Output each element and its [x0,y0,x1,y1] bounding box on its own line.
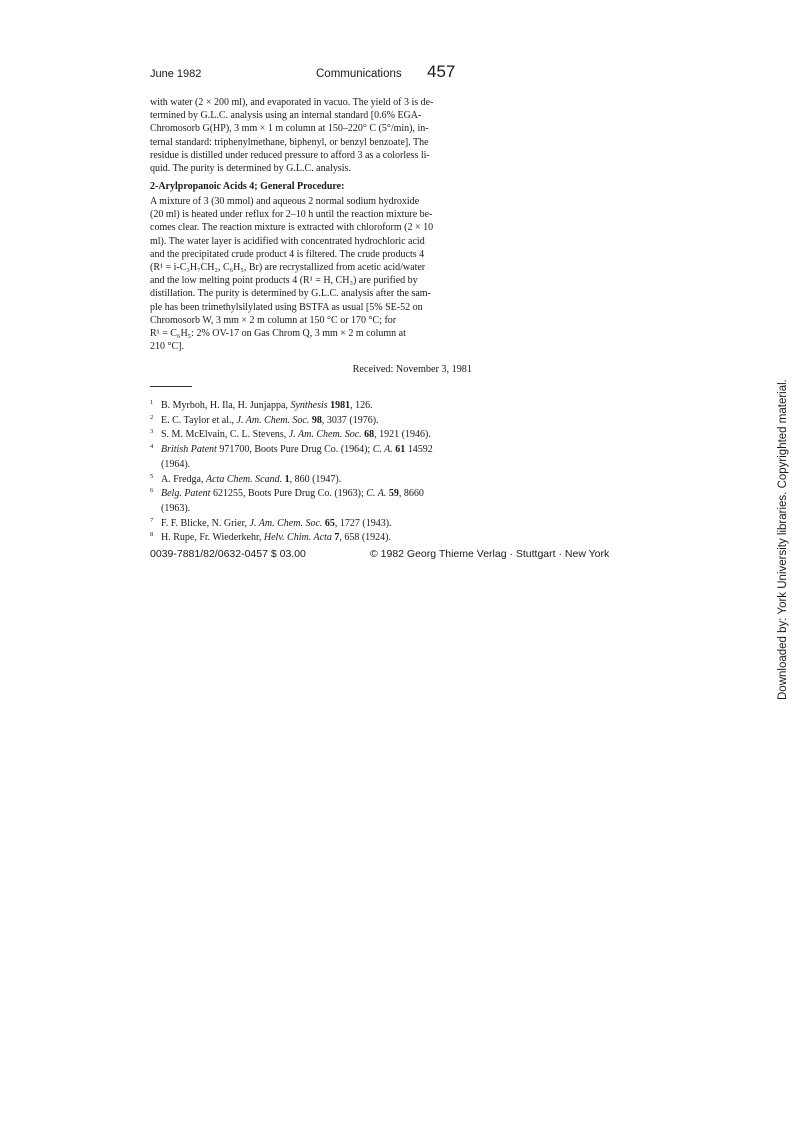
text-line: ml). The water layer is acidified with concentrated hydrochloric acid [150,235,425,247]
text-line: distillation. The purity is determined by G.L.C. analysis after the sam- [150,288,431,300]
download-watermark: Downloaded by: York University libraries. Copyrighted material. [777,379,789,700]
issn-price: 0039-7881/82/0632-0457 $ 03.00 [150,548,306,560]
text-line: (20 ml) is heated under reflux for 2–10 h until the reaction mixture be- [150,209,433,221]
header-journal-section: Communications [316,68,402,80]
reference-item: 3 S. M. McElvain, C. L. Stevens, J. Am. Chem. Soc. 68, 1921 (1946). [150,428,480,443]
reference-number: 5 [150,472,154,480]
text-line: with water (2 × 200 ml), and evaporated in vacuo. The yield of 3 is de- [150,97,434,108]
reference-number: 2 [150,413,154,421]
text-line: R¹ = C₆H₅: 2% OV-17 on Gas Chrom Q, 3 mm × 2 m column at [150,328,406,340]
text-line: residue is distilled under reduced pressure to afford 3 as a colorless li- [150,149,430,161]
header-date: June 1982 [150,68,202,80]
reference-number: 3 [150,428,154,436]
received-date: Received: November 3, 1981 [352,364,472,375]
text-line: 210 °C]. [150,341,184,353]
text-line: and the low melting point products 4 (R¹ = H, CH₃) are purified by [150,275,418,287]
reference-item: 8 H. Rupe, Fr. Wiederkehr, Helv. Chim. Acta 7, 658 (1924). [150,531,480,546]
text-line: Chromosorb W, 3 mm × 2 m column at 150 °C or 170 °C; for [150,314,397,326]
reference-number: 4 [150,443,154,451]
reference-list [150,399,480,546]
text-line: and the precipitated crude product 4 is filtered. The crude products 4 [150,248,425,260]
page-number: 457 [427,62,456,81]
text-line: (R¹ = i-C₃H₇CH₂, C₆H₅, Br) are recrystallized from acetic acid/water [150,262,426,274]
footnote-divider [150,386,192,387]
reference-number: 6 [150,487,154,495]
page-footer [150,548,650,564]
reference-item: 2 E. C. Taylor et al., J. Am. Chem. Soc. 98, 3037 (1976). [150,414,480,429]
text-line: quid. The purity is determined by G.L.C. analysis. [150,163,351,175]
reference-item: 1 B. Myrboh, H. Ila, H. Junjappa, Synthesis 1981, 126. [150,399,480,414]
text-line: termined by G.L.C. analysis using an internal standard [0.6% EGA- [150,110,422,122]
running-header [150,62,470,86]
text-line: comes clear. The reaction mixture is extracted with chloroform (2 × 10 [150,222,434,234]
text-line: ternal standard: triphenylmethane, biphenyl, or benzyl benzoate]. The [150,136,429,148]
text-line: A mixture of 3 (30 mmol) and aqueous 2 normal sodium hydroxide [150,196,420,207]
reference-number: 1 [150,399,154,406]
reference-item: 4 British Patent 971700, Boots Pure Drug Co. (1964); C. A. 61 14592 (1964). [150,443,480,472]
reference-item: 5 A. Fredga, Acta Chem. Scand. 1, 860 (1947). [150,473,480,488]
section-title: 2-Arylpropanoic Acids 4; General Procedure: [150,181,345,192]
publisher-copyright: © 1982 Georg Thieme Verlag · Stuttgart · New York [370,548,610,560]
reference-item: 7 F. F. Blicke, N. Grier, J. Am. Chem. Soc. 65, 1727 (1943). [150,517,480,532]
reference-number: 8 [150,531,154,539]
paragraph-workup [150,96,472,175]
text-line: Chromosorb G(HP), 3 mm × 1 m column at 150–220° C (5°/min), in- [150,123,429,135]
reference-number: 7 [150,516,154,524]
text-line: ple has been trimethylsilylated using BSTFA as usual [5% SE-52 on [150,301,423,313]
reference-item: 6 Belg. Patent 621255, Boots Pure Drug Co. (1963); C. A. 59, 8660 (1963). [150,487,480,516]
paragraph-procedure [150,195,472,353]
